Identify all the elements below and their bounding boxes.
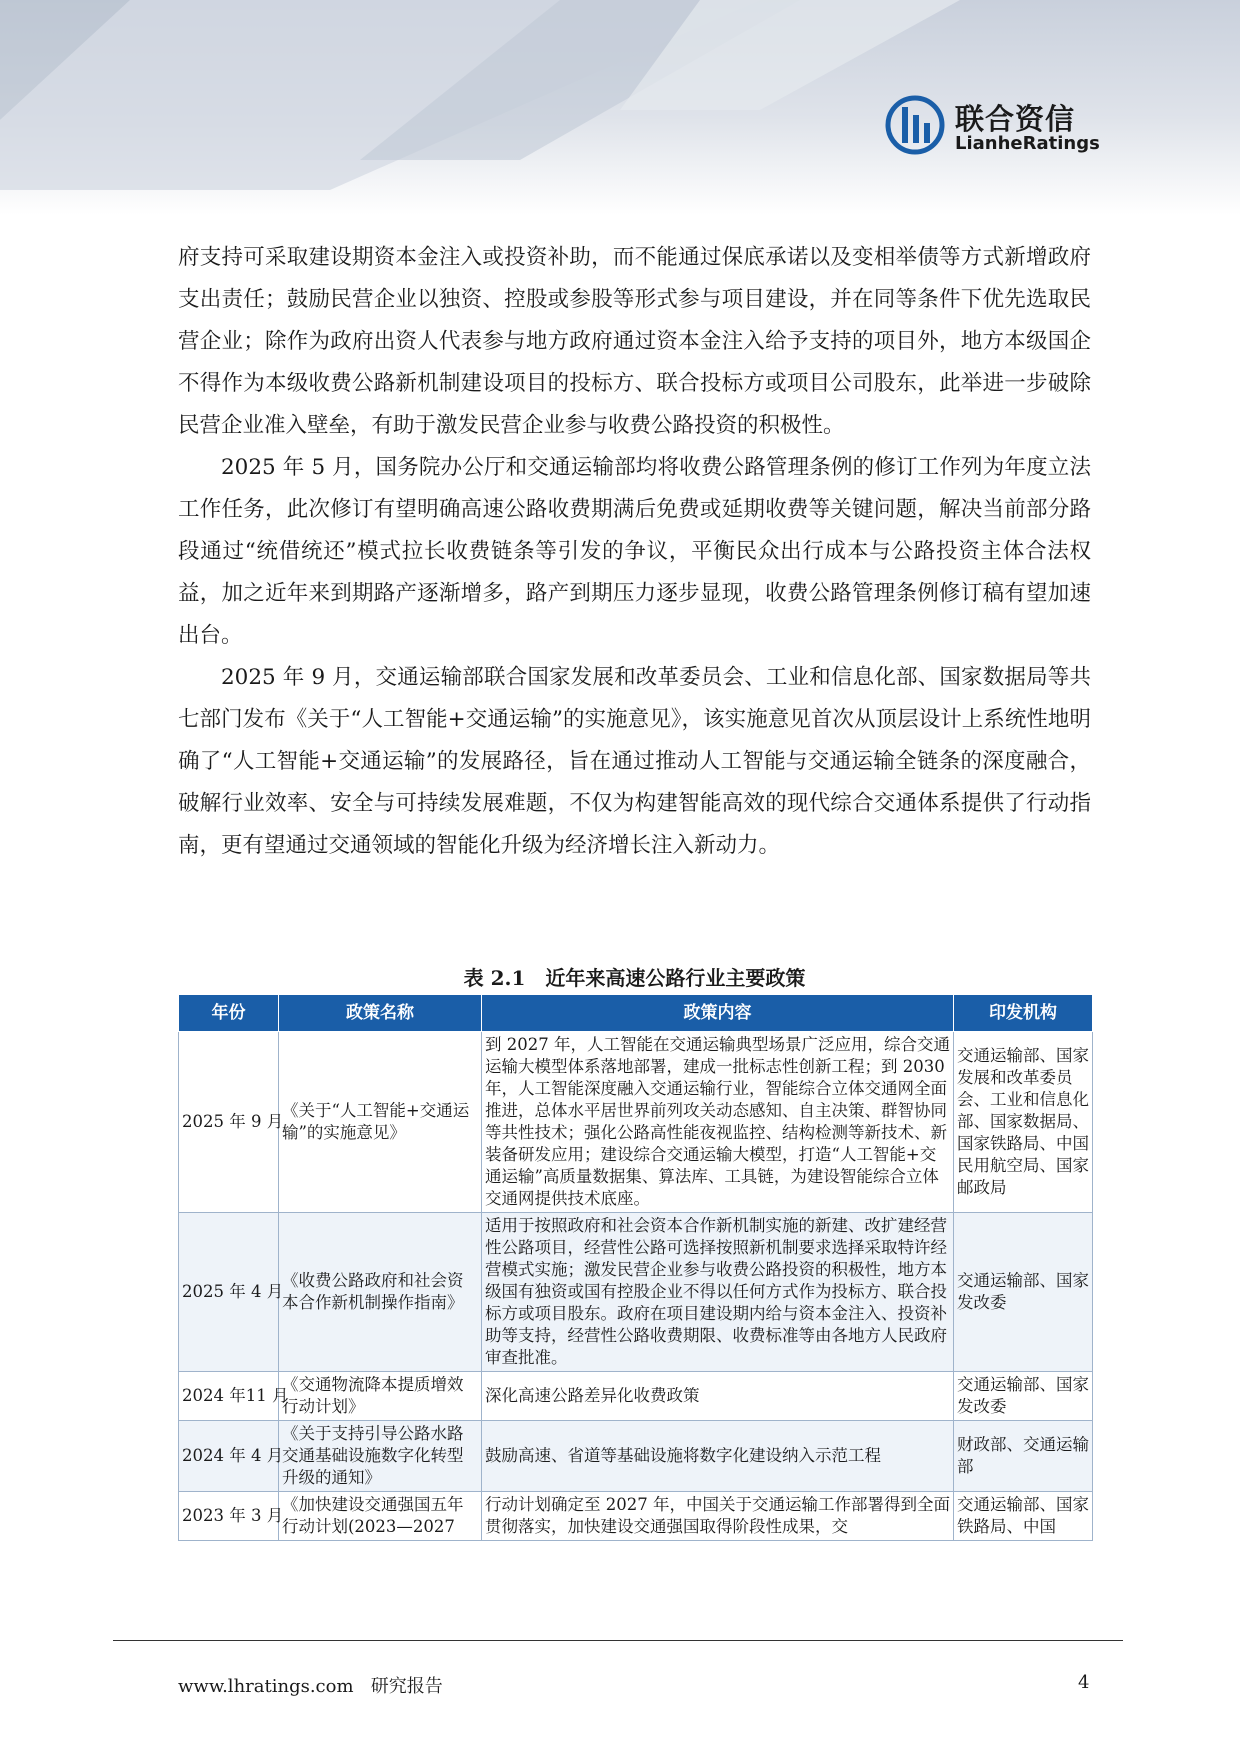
row-year: 2023 年 3 月	[179, 1492, 279, 1541]
row-policy-content: 深化高速公路差异化收费政策	[482, 1372, 954, 1421]
row-year: 2024 年 4 月	[179, 1421, 279, 1492]
paragraph-3: 2025 年 9 月，交通运输部联合国家发展和改革委员会、工业和信息化部、国家数据局等共七部门发布《关于“人工智能+交通运输”的实施意见》，该实施意见首次从顶层设计上系统性地明确了“人工智能+交通运输”的发展路径，旨在通过推动人工智能与交通运输全链条的深度融合，破解行业效率、安全与可持续发展难题，不仅为构建智能高效的现代综合交通体系提供了行动指南，更有望通过交通领域的智能化升级为经济增长注入新动力。	[178, 665, 1091, 858]
table-title: 表 2.1 近年来高速公路行业主要政策	[463, 966, 806, 990]
header-policy-name: 政策名称	[279, 995, 482, 1032]
row-year: 2025 年 9 月	[179, 1032, 279, 1213]
table-header-row	[179, 995, 1093, 1032]
row-policy-name: 《关于“人工智能+交通运输”的实施意见》	[279, 1032, 482, 1213]
table-row	[179, 1372, 1093, 1421]
row-year: 2025 年 4 月	[179, 1213, 279, 1372]
row-policy-content: 适用于按照政府和社会资本合作新机制实施的新建、改扩建经营性公路项目，经营性公路可选择按照新机制要求选择采取特许经营模式实施；激发民营企业参与收费公路投资的积极性，地方本级国有独资或国有控股企业不得以任何方式作为投标方、联合投标方或项目股东。政府在项目建设期内给与资本金注入、投资补助等支持，经营性公路收费期限、收费标准等由各地方人民政府审查批准。	[482, 1213, 954, 1372]
row-issuer: 交通运输部、国家发改委	[954, 1213, 1093, 1372]
footer-url: www.lhratings.com	[178, 1676, 354, 1697]
row-policy-content: 行动计划确定至 2027 年，中国关于交通运输工作部署得到全面贯彻落实，加快建设交通强国取得阶段性成果，交	[482, 1492, 954, 1541]
row-issuer: 财政部、交通运输部	[954, 1421, 1093, 1492]
header-policy-content: 政策内容	[482, 995, 954, 1032]
table-row	[179, 1492, 1093, 1541]
row-policy-content: 鼓励高速、省道等基础设施将数字化建设纳入示范工程	[482, 1421, 954, 1492]
paragraph-1: 府支持可采取建设期资本金注入或投资补助，而不能通过保底承诺以及变相举债等方式新增政府支出责任；鼓励民营企业以独资、控股或参股等形式参与项目建设，并在同等条件下优先选取民营企业；除作为政府出资人代表参与地方政府通过资本金注入给予支持的项目外，地方本级国企不得作为本级收费公路新机制建设项目的投标方、联合投标方或项目公司股东，此举进一步破除民营企业准入壁垒，有助于激发民营企业参与收费公路投资的积极性。	[178, 245, 1091, 438]
row-policy-name: 《关于支持引导公路水路交通基础设施数字化转型升级的通知》	[279, 1421, 482, 1492]
body-text	[178, 237, 1091, 867]
table-row	[179, 1421, 1093, 1492]
row-policy-name: 《收费公路政府和社会资本合作新机制操作指南》	[279, 1213, 482, 1372]
row-policy-name: 《交通物流降本提质增效行动计划》	[279, 1372, 482, 1421]
table-row	[179, 1213, 1093, 1372]
footer-site	[178, 1672, 443, 1698]
table-row	[179, 1032, 1093, 1213]
table-continuation-break	[178, 1590, 1092, 1602]
lianhe-logo-icon	[885, 95, 945, 155]
paragraph-2: 2025 年 5 月，国务院办公厅和交通运输部均将收费公路管理条例的修订工作列为年度立法工作任务，此次修订有望明确高速公路收费期满后免费或延期收费等关键问题，解决当前部分路段通过“统借统还”模式拉长收费链条等引发的争议，平衡民众出行成本与公路投资主体合法权益，加之近年来到期路产逐渐增多，路产到期压力逐步显现，收费公路管理条例修订稿有望加速出台。	[178, 455, 1091, 648]
row-issuer: 交通运输部、国家铁路局、中国	[954, 1492, 1093, 1541]
row-policy-name: 《加快建设交通强国五年行动计划(2023—2027	[279, 1492, 482, 1541]
row-policy-content: 到 2027 年，人工智能在交通运输典型场景广泛应用，综合交通运输大模型体系落地部署，建成一批标志性创新工程；到 2030 年，人工智能深度融入交通运输行业，智能综合立体交通网全面推进，总体水平居世界前列攻关动态感知、自主决策、群智协同等共性技术；强化公路高性能夜视监控、结构检测等新技术、新装备研发应用；建设综合交通运输大模型，打造“人工智能+交通运输”高质量数据集、算法库、工具链，为建设智能综合立体交通网提供技术底座。	[482, 1032, 954, 1213]
policy-table	[178, 994, 1093, 1541]
row-year: 2024 年11 月	[179, 1372, 279, 1421]
row-issuer: 交通运输部、国家发改委	[954, 1372, 1093, 1421]
footer-divider	[113, 1640, 1123, 1641]
row-issuer: 交通运输部、国家发展和改革委员会、工业和信息化部、国家数据局、国家铁路局、中国民用航空局、国家邮政局	[954, 1032, 1093, 1213]
page-number: 4	[1078, 1672, 1090, 1693]
footer-label: 研究报告	[370, 1676, 443, 1697]
header-issuer: 印发机构	[954, 995, 1093, 1032]
header-year: 年份	[179, 995, 279, 1032]
logo-chinese-text: 联合资信	[955, 102, 1076, 136]
page-header	[0, 0, 1240, 215]
logo-english-text: LianheRatings	[955, 133, 1100, 154]
lianhe-logo	[885, 95, 1105, 165]
